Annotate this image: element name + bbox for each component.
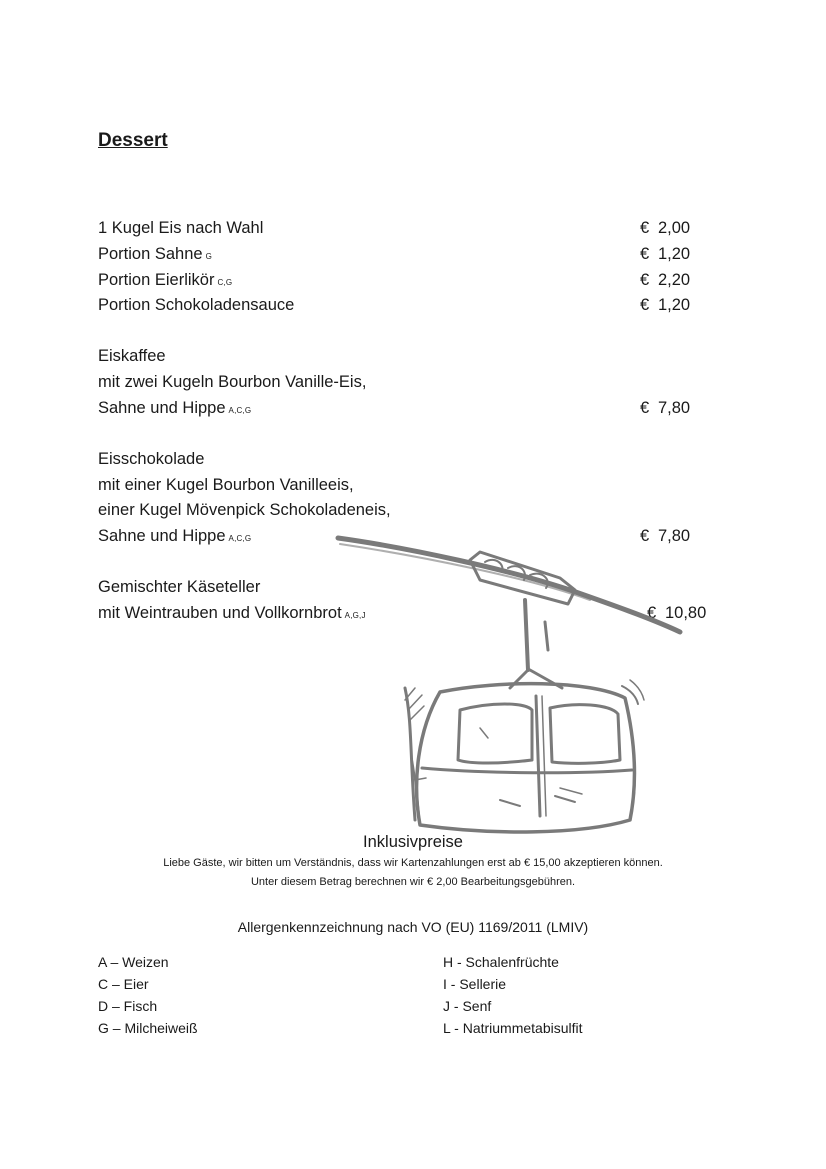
menu-item-6-line-4: Sahne und Hippe A,C,G	[98, 527, 252, 545]
menu-item-6-price: € 7,80	[640, 527, 691, 545]
allergen-codes: A,C,G	[228, 534, 252, 543]
cable-car-gondola-illustration	[330, 520, 720, 845]
card-payment-note: Liebe Gäste, wir bitten um Verständnis, dass wir Kartenzahlungen erst ab € 15,00 akzeptieren können.	[163, 857, 663, 869]
menu-item-5-price: € 7,80	[640, 399, 691, 417]
menu-item-4-line: Portion Schokoladensauce	[98, 296, 295, 314]
page-title: Dessert	[98, 130, 168, 151]
allergen-legend-item: A – Weizen	[98, 954, 169, 970]
menu-item-5-line-1: Eiskaffee	[98, 347, 166, 365]
menu-item-4-price: € 1,20	[640, 296, 691, 314]
allergen-codes: A,G,J	[344, 611, 366, 620]
menu-item-7-line-2: mit Weintrauben und Vollkornbrot A,G,J	[98, 604, 366, 622]
allergen-legend-item: H - Schalenfrüchte	[443, 954, 559, 970]
allergen-legend-item: C – Eier	[98, 976, 149, 992]
allergen-legend-item: G – Milcheiweiß	[98, 1020, 198, 1036]
menu-item-6-line-2: mit einer Kugel Bourbon Vanilleeis,	[98, 476, 354, 494]
menu-item-5-line-3: Sahne und Hippe A,C,G	[98, 399, 252, 417]
allergen-codes: A,C,G	[228, 406, 252, 415]
allergen-legend-item: D – Fisch	[98, 998, 158, 1014]
menu-item-7-line-1: Gemischter Käseteller	[98, 578, 261, 596]
menu-item-3-line: Portion Eierlikör C,G	[98, 271, 233, 289]
processing-fee-note: Unter diesem Betrag berechnen wir € 2,00 Bearbeitungsgebühren.	[250, 876, 576, 888]
allergen-legend-item: J - Senf	[443, 998, 492, 1014]
allergen-codes: G	[205, 252, 213, 261]
allergen-legend-item: L - Natriummetabisulfit	[443, 1020, 583, 1036]
menu-item-5-line-2: mit zwei Kugeln Bourbon Vanille-Eis,	[98, 373, 367, 391]
allergen-regulation-title: Allergenkennzeichnung nach VO (EU) 1169/2011 (LMIV)	[237, 919, 589, 935]
menu-item-6-line-1: Eisschokolade	[98, 450, 205, 468]
menu-item-3-price: € 2,20	[640, 271, 691, 289]
allergen-codes: C,G	[217, 278, 233, 287]
menu-item-2-line: Portion Sahne G	[98, 245, 213, 263]
menu-item-1-price: € 2,00	[640, 219, 691, 237]
menu-item-7-price: € 10,80	[647, 604, 707, 622]
menu-item-1-line: 1 Kugel Eis nach Wahl	[98, 219, 264, 237]
allergen-legend-item: I - Sellerie	[443, 976, 507, 992]
menu-item-2-price: € 1,20	[640, 245, 691, 263]
menu-item-6-line-3: einer Kugel Mövenpick Schokoladeneis,	[98, 501, 391, 519]
inclusive-prices-heading: Inklusivpreise	[363, 833, 463, 851]
